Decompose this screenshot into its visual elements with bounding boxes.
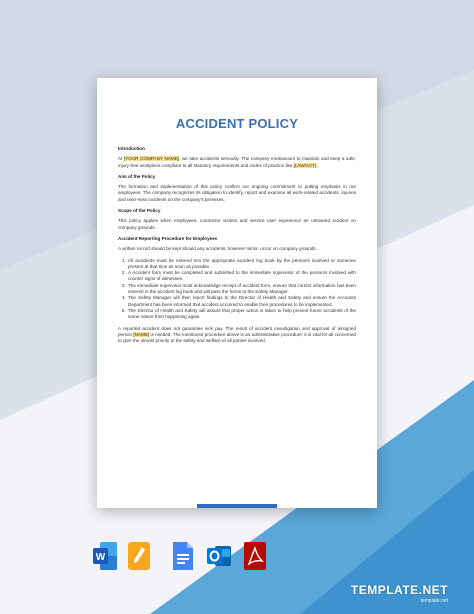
brand-logo[interactable]: TEMPLATE.NET: [350, 583, 448, 597]
pages-icon[interactable]: [126, 540, 152, 572]
document-footer-bar: [197, 504, 277, 508]
procedure-step: 5. The Director of Health and Safety will assure that proper action is taken to help prevent future accidents of the same nature from happening again.: [127, 308, 356, 321]
format-icons: [92, 540, 392, 574]
procedure-heading: Accident Reporting Procedure for Employees: [118, 235, 218, 241]
pdf-icon[interactable]: [242, 540, 268, 572]
word-icon[interactable]: [92, 540, 118, 572]
intro-text-start: At: [118, 156, 124, 162]
google-docs-icon[interactable]: [170, 540, 196, 572]
intro-text-end: .: [316, 162, 318, 168]
procedure-paragraph: A written record should be kept should any accidents, however minor, occur on company grounds.: [118, 246, 317, 252]
procedure-step: 4. The Safety Manager will then report findings to the Director of Health and Safety and ensure the Accounts Department has been informed that accident occurred to enable their procedures to be implemented.: [127, 295, 356, 308]
intro-text-middle: , we take accidents seriously. The company endeavours to maintain and keep a safe, injury-free workplace compliant to all statutory requirements and codes of practice like: [118, 156, 356, 168]
closing-text-start: A reported accident does not guarantee sick pay. The result of accident investigation and approval of assigned person: [118, 325, 356, 337]
name-placeholder: [NAME]: [133, 331, 150, 337]
aim-heading: Aim of the Policy: [118, 173, 156, 179]
procedure-step: 3. The immediate supervisor must acknowledge receipt of accident form, ensure that correct information has been entered in the accident log book and will pass the forms to the Safety Manager.: [127, 283, 356, 296]
closing-paragraph: [118, 326, 356, 345]
document-preview[interactable]: [97, 78, 377, 508]
procedure-steps-list: [118, 258, 356, 321]
procedure-step: 1. All accidents must be entered into the appropriate accident log book by the person/s involved or someone present at that time as soon as possible.: [127, 258, 356, 271]
intro-heading: Introduction: [118, 146, 145, 151]
closing-text-end: is needed. The mentioned procedure above is an administrative procedure; it is vital for all concerned to give the utmost priority to the safety and welfare of all parties involved.: [118, 331, 356, 344]
scope-paragraph: This policy applies when employees, contractor visitors and service user experience an untoward incident on company grounds.: [118, 218, 356, 230]
brand-url: template.net: [420, 598, 448, 604]
outlook-icon[interactable]: [206, 540, 232, 572]
svg-text:W: W: [95, 552, 106, 563]
procedure-step: 2. A Accident form must be completed and submitted to the immediate supervisor of the person/s involved with counter signs of witnesses.: [127, 270, 356, 283]
document-body: [118, 142, 356, 349]
scope-heading: Scope of the Policy: [118, 208, 161, 214]
document-title: ACCIDENT POLICY: [175, 116, 299, 131]
aim-paragraph: The formation and implementation of this policy confirm our ongoing commitment to putting emphasis in our employees. The company recognizes its obligation to identify, report and examine all work-related accidents, injuries and near-miss incidents on the company's premises.: [118, 184, 356, 202]
law-act-placeholder: [LAW/ACT]: [293, 162, 317, 168]
intro-paragraph: [118, 156, 356, 169]
company-name-placeholder: [YOUR COMPANY NAME]: [123, 156, 180, 162]
